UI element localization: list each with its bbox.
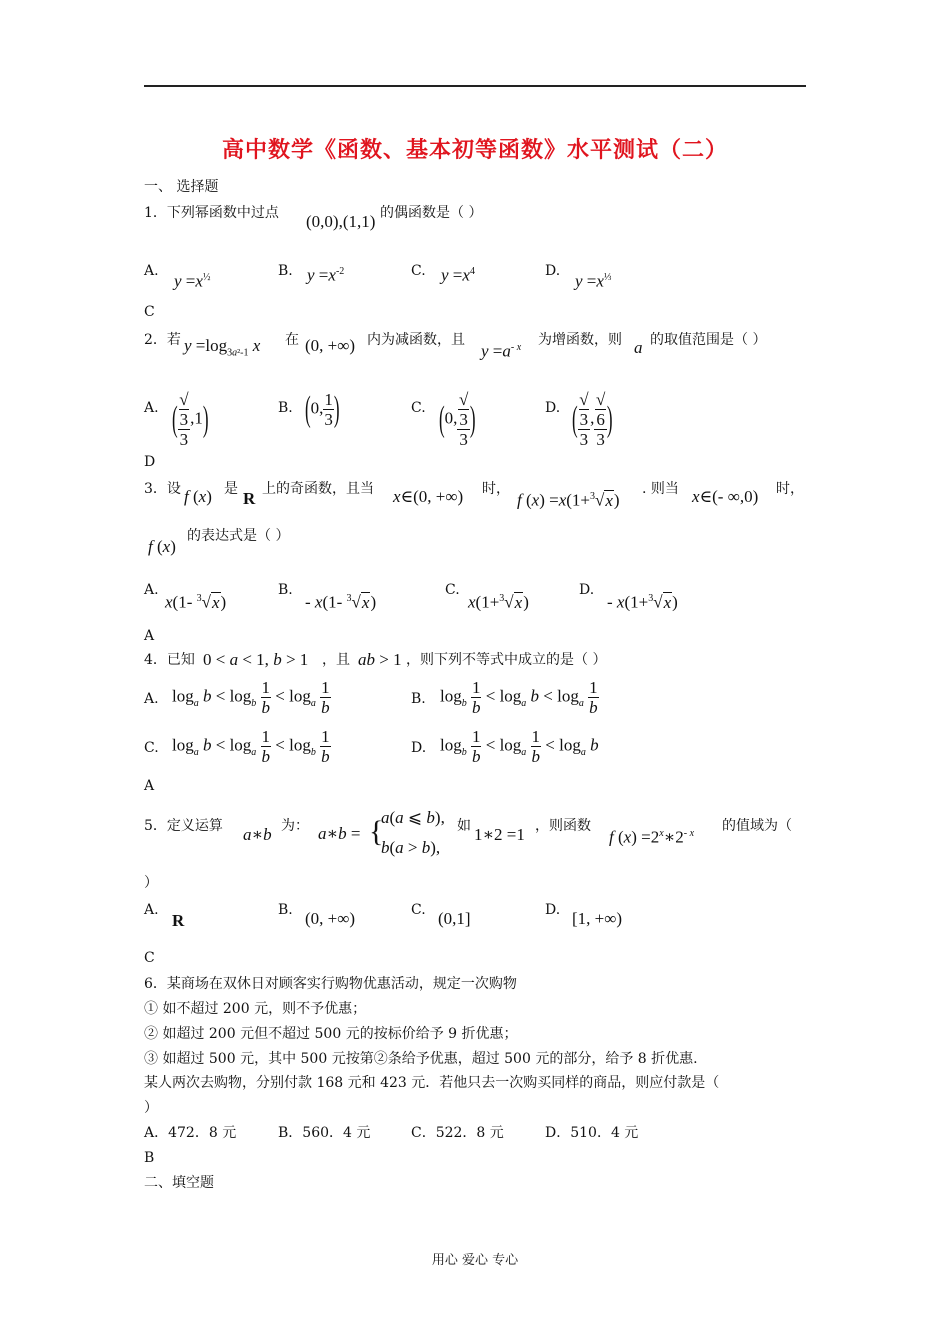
q3-option-c: x(1+$^3$√x) bbox=[468, 592, 529, 612]
q6-line-3: ② 如超过 200 元但不超过 500 元的按标价给予 9 折优惠； bbox=[144, 1026, 518, 1042]
q5-option-a: R bbox=[172, 911, 185, 930]
q4-label-c: C. bbox=[144, 740, 159, 756]
q1-stem-math: (0,0),(1,1) bbox=[306, 212, 376, 231]
q3-stem-d: 时， bbox=[482, 481, 510, 497]
q3-label-b: B. bbox=[278, 582, 293, 598]
q2-option-d: ( √ 3 3 , √ 6 3 ) bbox=[572, 390, 613, 449]
q1-option-b: $y =x^{-2}$ bbox=[307, 265, 345, 285]
q3-label-c: C. bbox=[445, 582, 460, 598]
q1-label-b: B. bbox=[278, 263, 293, 279]
q4-label-a: A. bbox=[144, 691, 159, 707]
q1-label-d: D. bbox=[545, 263, 561, 279]
q2-math-log: $y =\log_{3a^2-1}$ x bbox=[184, 336, 261, 359]
q2-math-exp: $y =a^{- x}$ bbox=[481, 341, 522, 361]
q5-math-case2: b(a > b), bbox=[381, 838, 441, 857]
q5-math-func: f $(x) =2^x∗2^{- x}$ bbox=[609, 827, 695, 847]
q1-stem-pre: 1．下列幂函数中过点 bbox=[144, 205, 279, 221]
q4-stem-b: ，且 bbox=[322, 652, 350, 668]
q5-label-d: D. bbox=[545, 902, 561, 918]
q3-stem-b: 是 bbox=[224, 481, 238, 497]
q6-line-5: 某人两次去购物，分别付款 168 元和 423 元．若他只去一次购买同样的商品，则应付款是（ bbox=[144, 1075, 720, 1091]
section-heading-choice: 一、 选择题 bbox=[144, 179, 219, 195]
q6-line-4: ③ 如超过 500 元，其中 500 元按第②条给予优惠，超过 500 元的部分，给予 8 折优惠. bbox=[144, 1051, 698, 1067]
q3-stem-g: 的表达式是（ ） bbox=[187, 528, 290, 544]
q5-label-a: A. bbox=[144, 902, 159, 918]
q6-option-a: A．472．8 元 bbox=[144, 1125, 237, 1141]
q5-stem-f: ） bbox=[144, 875, 158, 891]
q2-option-b: (0, $\frac{1}{3}$ ) bbox=[305, 388, 340, 429]
header-rule bbox=[144, 85, 806, 87]
q2-label-d: D. bbox=[545, 400, 561, 416]
q3-math-cond1: x∈(0, +∞) bbox=[393, 487, 464, 506]
q2-label-a: A. bbox=[144, 400, 159, 416]
q5-stem-b: 为： bbox=[281, 818, 309, 834]
q6-line-6: ） bbox=[144, 1100, 158, 1116]
q2-stem-b: 在 bbox=[285, 332, 299, 348]
q5-stem-e: 的值域为（ bbox=[722, 818, 792, 834]
q3-math-fx: f (x) bbox=[184, 487, 212, 506]
q1-label-c: C. bbox=[411, 263, 426, 279]
q2-stem-a: 2．若 bbox=[144, 332, 181, 348]
q1-label-a: A. bbox=[144, 263, 159, 279]
q5-math-lhs: a∗b = bbox=[318, 824, 361, 843]
q2-math-a: a bbox=[634, 338, 643, 357]
section-heading-fill: 二、填空题 bbox=[144, 1175, 214, 1191]
q4-answer: A bbox=[144, 778, 155, 794]
q5-option-b: (0, +∞) bbox=[305, 909, 356, 928]
q5-answer: C bbox=[144, 950, 155, 966]
q5-math-case1: a(a ⩽ b), bbox=[381, 808, 445, 827]
q1-option-d: $y =x^{\frac{1}{3}}$ bbox=[575, 271, 612, 291]
q6-line-1: 6．某商场在双休日对顾客实行购物优惠活动，规定一次购物 bbox=[144, 976, 517, 992]
q6-line-2: ① 如不超过 200 元，则不予优惠； bbox=[144, 1001, 367, 1017]
q3-math-def: f (x) =x(1+$^3$√x) bbox=[517, 490, 620, 510]
q6-answer: B bbox=[144, 1150, 155, 1166]
q2-answer: D bbox=[144, 454, 156, 470]
q5-math-ex: 1∗2 =1 bbox=[474, 825, 525, 844]
q5-brace-icon: { bbox=[369, 815, 384, 848]
q2-option-a: ( √ 3 3 ,1) bbox=[172, 390, 209, 449]
q3-math-fx2: f (x) bbox=[148, 537, 176, 556]
q6-option-c: C．522．8 元 bbox=[411, 1125, 504, 1141]
q2-label-b: B. bbox=[278, 400, 293, 416]
q5-stem-d: ，则函数 bbox=[535, 818, 591, 834]
q5-label-b: B. bbox=[278, 902, 293, 918]
q5-stem-c: 如 bbox=[457, 818, 471, 834]
q3-answer: A bbox=[144, 628, 155, 644]
q1-answer: C bbox=[144, 304, 155, 320]
q3-stem-c: 上的奇函数，且当 bbox=[262, 481, 374, 497]
q3-math-r: R bbox=[243, 489, 256, 508]
q3-stem-a: 3．设 bbox=[144, 481, 181, 497]
q6-option-b: B．560．4 元 bbox=[278, 1125, 371, 1141]
q2-label-c: C. bbox=[411, 400, 426, 416]
q2-option-c: (0, √ 3 3 ) bbox=[439, 390, 476, 449]
q3-stem-f: 时， bbox=[776, 481, 804, 497]
q5-math-op: a∗b bbox=[243, 825, 272, 844]
q3-option-a: x(1- $^3$√x) bbox=[165, 592, 227, 612]
q4-option-d: $\log_b$ $\frac{1}{b}$ < $\log_a$ $\frac{1}{b}$ < $\log_a b$ bbox=[440, 727, 599, 766]
q4-label-b: B. bbox=[411, 691, 426, 707]
q1-stem-post: 的偶函数是（ ） bbox=[380, 205, 483, 221]
q2-stem-d: 为增函数，则 bbox=[538, 332, 622, 348]
q4-option-a: $\log_a b < \log_b$ $\frac{1}{b}$ < $\log_a$ $\frac{1}{b}$ bbox=[172, 678, 330, 717]
q4-math-cond2: ab > 1 bbox=[358, 650, 402, 669]
q2-math-interval: (0, +∞) bbox=[305, 336, 356, 355]
page-footer: 用心 爱心 专心 bbox=[431, 1253, 519, 1268]
q1-option-c: $y =x^4$ bbox=[441, 265, 475, 285]
q3-option-b: - x(1- $^3$√x) bbox=[305, 592, 377, 612]
q5-option-c: (0,1] bbox=[438, 909, 471, 928]
q5-stem-a: 5．定义运算 bbox=[144, 818, 223, 834]
q4-label-d: D. bbox=[411, 740, 427, 756]
q4-math-cond1: 0 < a < 1, b > 1 bbox=[203, 650, 309, 669]
q3-label-d: D. bbox=[579, 582, 595, 598]
q4-stem-a: 4．已知 bbox=[144, 652, 195, 668]
q4-stem-c: ，则下列不等式中成立的是（ ） bbox=[406, 652, 607, 668]
q3-math-cond2: x∈(- ∞,0) bbox=[692, 487, 759, 506]
q4-option-c: $\log_a b < \log_a$ $\frac{1}{b}$ < $\log_b$ $\frac{1}{b}$ bbox=[172, 727, 330, 766]
q3-option-d: - x(1+$^3$√x) bbox=[607, 592, 678, 612]
q2-stem-c: 内为减函数，且 bbox=[367, 332, 465, 348]
q3-label-a: A. bbox=[144, 582, 159, 598]
page-title: 高中数学《函数、基本初等函数》水平测试（二） bbox=[221, 138, 728, 163]
q5-option-d: [1, +∞) bbox=[572, 909, 623, 928]
q1-option-a: $y =x^{\frac{1}{2}}$ bbox=[174, 271, 211, 291]
q5-label-c: C. bbox=[411, 902, 426, 918]
q2-stem-e: 的取值范围是（ ） bbox=[650, 332, 767, 348]
q4-option-b: $\log_b$ $\frac{1}{b}$ < $\log_a b < \log_a$ $\frac{1}{b}$ bbox=[440, 678, 598, 717]
q6-option-d: D．510．4 元 bbox=[545, 1125, 639, 1141]
q3-stem-e: . 则当 bbox=[642, 481, 679, 497]
